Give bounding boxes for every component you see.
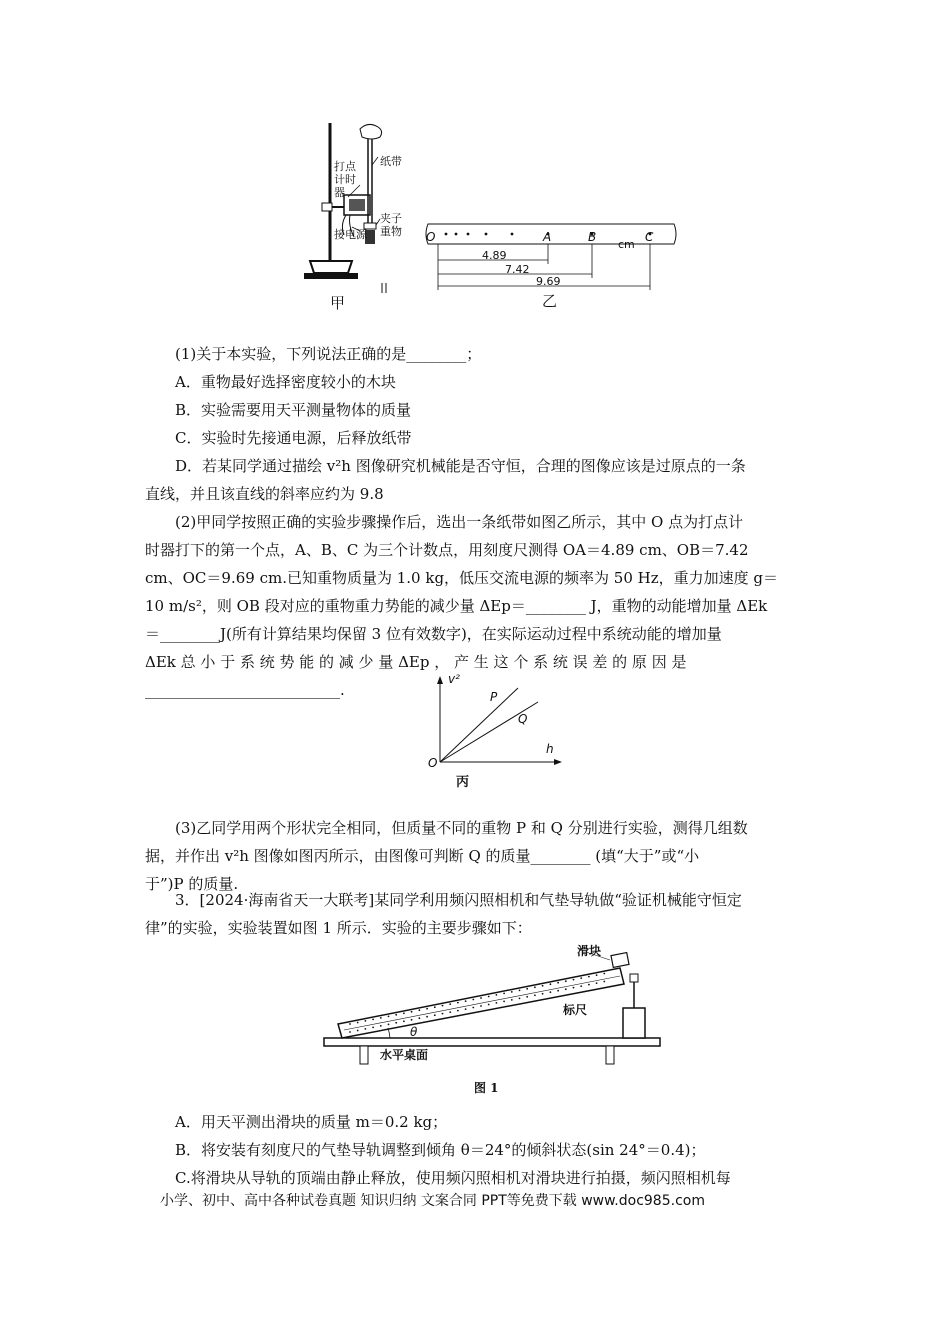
step-c: C.将滑块从导轨的顶端由静止释放，使用频闪照相机对滑块进行拍摄，频闪照相机每 [175,1169,731,1187]
track-hole [395,1022,397,1024]
weight-label: 重物 [380,225,402,238]
track-hole [372,1027,374,1029]
track-hole [465,1008,467,1010]
q3-line1: (3)乙同学用两个形状完全相同，但质量不同的重物 P 和 Q 分别进行实验，测得几组数 [175,819,748,837]
track-hole [434,1014,436,1016]
track-hole [419,1017,421,1019]
track-hole [472,1007,474,1009]
q1-stem: (1)关于本实验，下列说法正确的是________； [175,345,482,363]
track-hole [526,996,528,998]
track-hole [465,1000,467,1002]
figure-jia-caption: 甲 [330,294,346,312]
track-hole [380,1017,382,1019]
q2-line4: 10 m/s²，则 OB 段对应的重物重力势能的减少量 ΔEp＝________ J，重物的动能增加量 ΔEk [145,597,768,615]
distance-ob: 7.42 [505,263,530,276]
figure-bing [420,672,570,772]
track-hole [588,976,590,978]
track-hole [557,982,559,984]
track-hole [496,994,498,996]
track-hole [457,1010,459,1012]
track-hole [596,982,598,984]
step-b: B．将安装有刻度尺的气垫导轨调整到倾角 θ＝24°的倾斜状态(sin 24°＝0.4)； [175,1141,706,1159]
track-hole [449,1003,451,1005]
q3-line2: 据，并作出 v²h 图像如图丙所示，由图像可判断 Q 的质量________ (填“大于”或“小 [145,847,700,865]
q2-line3: cm、OC＝9.69 cm.已知重物质量为 1.0 kg，低压交流电源的频率为 50 Hz，重力加速度 g＝ [145,569,779,587]
power-label: 接电源 [334,228,367,241]
track-hole [349,1023,351,1025]
figure-1-caption: 图 1 [474,1081,499,1095]
line-p-label: P [490,690,498,704]
track-hole [550,991,552,993]
track-hole [565,980,567,982]
q2-line2: 时器打下的第一个点，A、B、C 为三个计数点，用刻度尺测得 OA＝4.89 cm、OB＝7.42 [145,541,749,559]
track-hole [603,981,605,983]
track-hole [496,1002,498,1004]
track-hole [403,1020,405,1022]
angle-label: θ [410,1025,418,1039]
track-hole [480,997,482,999]
ruler-label: 标尺 [563,1003,588,1017]
track-hole [365,1020,367,1022]
track-hole [372,1019,374,1021]
q2-line7: __________________________. [145,681,345,699]
track-hole [411,1011,413,1013]
q2-line5: ＝________J(所有计算结果均保留 3 位有效数字)，在实际运动过程中系统动能的增加量 [145,625,722,643]
track-hole [526,988,528,990]
track-hole [542,993,544,995]
table-label: 水平桌面 [380,1048,429,1062]
track-hole [365,1028,367,1030]
q1-option-d-line2: 直线，并且该直线的斜率应约为 9.8 [145,485,384,503]
track-hole [388,1016,390,1018]
track-hole [488,996,490,998]
p3-line1: 3．[2024·海南省天一大联考]某同学利用频闪照相机和气垫导轨做“验证机械能守恒定 [175,891,742,909]
figure-1 [320,940,665,1065]
q3-line3: 于”)P 的质量. [145,875,239,893]
track-hole [357,1022,359,1024]
track-hole [403,1012,405,1014]
track-hole [426,1008,428,1010]
tape-label: 纸带 [380,155,402,168]
track-hole [596,974,598,976]
track-hole [380,1025,382,1027]
tape-unit: cm [618,238,635,251]
figure-yi-caption: 乙 [542,292,558,310]
track-hole [573,987,575,989]
q1-option-a: A．重物最好选择密度较小的木块 [175,373,396,391]
track-hole [580,985,582,987]
track-hole [511,991,513,993]
slider-label: 滑块 [577,944,602,958]
track-hole [511,999,513,1001]
track-hole [519,990,521,992]
q2-line1: (2)甲同学按照正确的实验步骤操作后，选出一条纸带如图乙所示，其中 O 点为打点计 [175,513,744,531]
track-hole [557,990,559,992]
track-hole [503,1001,505,1003]
track-hole [357,1030,359,1032]
figure-bing-caption: 丙 [456,775,470,790]
track-hole [426,1016,428,1018]
track-hole [442,1013,444,1015]
q2-line6: ΔEk 总 小 于 系 统 势 能 的 减 少 量 ΔEp ， 产 生 这 个 系 统 误 差 的 原 因 是 [145,653,687,671]
origin-label: O [428,756,438,770]
tape-point-a: A [543,230,552,244]
p3-line2: 律”的实验，实验装置如图 1 所示．实验的主要步骤如下： [145,919,532,937]
track-hole [395,1014,397,1016]
q1-option-c: C．实验时先接通电源，后释放纸带 [175,429,412,447]
steps [145,1108,805,1192]
line-p [440,688,518,762]
line-q [440,702,538,762]
track-hole [349,1031,351,1033]
question-1 [145,340,805,508]
footer-banner: 小学、初中、高中各种试卷真题 知识归纳 文案合同 PPT等免费下载 www.doc985.com [160,1193,705,1209]
track-hole [534,986,536,988]
line-q-label: Q [518,712,528,726]
track-hole [588,984,590,986]
track-hole [503,993,505,995]
tape-point-b: B [588,230,597,244]
track-hole [388,1024,390,1026]
distance-oc: 9.69 [536,275,561,288]
q1-option-b: B．实验需要用天平测量物体的质量 [175,401,412,419]
track-hole [457,1002,459,1004]
step-a: A．用天平测出滑块的质量 m＝0.2 kg； [175,1113,448,1131]
track-hole [434,1006,436,1008]
track-hole [488,1004,490,1006]
track-hole [603,973,605,975]
track-hole [472,999,474,1001]
track-hole [419,1009,421,1011]
y-axis-label: v² [448,672,460,686]
track-hole [542,985,544,987]
problem-3-intro [145,886,805,942]
q1-option-d-line1: D．若某同学通过描绘 v²h 图像研究机械能是否守恒，合理的图像应该是过原点的一条 [175,457,746,475]
timer-label: 打点计时器 [334,160,356,199]
track-hole [580,977,582,979]
track-hole [442,1005,444,1007]
clamp-label: 夹子 [380,212,402,225]
track-hole [449,1011,451,1013]
x-axis-label: h [546,742,554,756]
track-hole [573,979,575,981]
tape-point-c: C [645,230,654,244]
track-hole [565,988,567,990]
track-hole [480,1005,482,1007]
track-hole [411,1019,413,1021]
track-hole [534,994,536,996]
tape-point-o: O [426,230,436,244]
distance-oa: 4.89 [482,249,507,262]
track-hole [550,983,552,985]
track-hole [519,998,521,1000]
